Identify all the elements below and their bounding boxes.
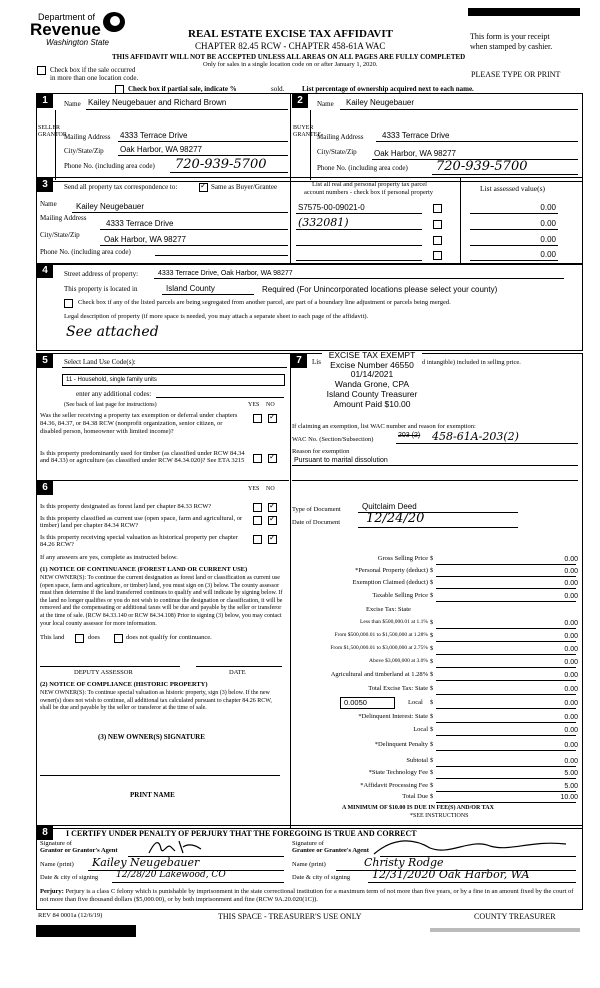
continuance-text: NEW OWNER(S): To continue the current designation as forest land or classification as current use (open space, farm and agriculture, or timber) land, you must sign on (3) below. The county assessor must then determine if the land transferred continues to qualify and will indicate by signing below. If the land no longer qualifies or you do not wish to continue the designation or classification, it will be removed and the compensating or additional taxes will be due and payable by the seller or transferor at the time of sale. (RCW 84.33.140 or RCW 84.34.108) Prior to signing (3) below, you may contact your local county assessor for more information. xyxy=(40,575,283,627)
parcel-2-personal-checkbox[interactable] xyxy=(433,220,442,229)
list-pct-note: List percentage of ownership acquired next to each name. xyxy=(302,85,474,93)
grantor-name-label: Name (print) xyxy=(40,861,74,868)
tax-row-exemption: Exemption Claimed (deduct) $ 0.00 xyxy=(352,579,578,587)
county-required-note: Required (For Unincorporated locations please select your county) xyxy=(262,285,498,294)
seller-name[interactable]: Kailey Neugebauer and Richard Brown xyxy=(88,98,227,107)
state-label: Washington State xyxy=(46,38,110,47)
seller-mail[interactable]: 4333 Terrace Drive xyxy=(120,131,188,140)
print-name-label: PRINT NAME xyxy=(130,791,175,799)
tax-row-taxable: Taxable Selling Price $ 0.00 xyxy=(372,592,578,600)
land-use-label: Select Land Use Code(s): xyxy=(64,358,136,366)
corr-city-label: City/State/Zip xyxy=(40,231,80,239)
buyer-phone-label: Phone No. (including area code) xyxy=(317,164,408,172)
sec5-q2: Is this property predominantly used for timber (as classified under RCW 84.34 and 84.33) or agriculture (as classified under RCW 84.34.020)? See ETA 3215 xyxy=(40,450,245,464)
seller-name-label: Name xyxy=(64,100,81,108)
multi-location-label-2: in more than one location code. xyxy=(50,74,139,82)
header-black-bar xyxy=(468,8,580,16)
sec5-no-head: NO xyxy=(266,402,275,408)
form-title: REAL ESTATE EXCISE TAX AFFIDAVIT xyxy=(188,28,393,40)
grantee-date-label: Date & city of signing xyxy=(292,874,351,881)
treasurer-exempt-stamp xyxy=(322,351,422,411)
assessed-3[interactable]: 0.00 xyxy=(540,235,556,244)
excise-state-label: Excise Tax: State xyxy=(366,606,411,613)
compliance-text: NEW OWNER(S): To continue special valuation as historic property, sign (3) below. If the new owner(s) does not wish to continue, all additional tax calculated pursuant to chapter 84.26 RCW, shall be due and payable by the seller or transferor at the time of sale. xyxy=(40,690,272,712)
sec6-q3-no[interactable] xyxy=(268,535,277,544)
stamp-line-5: Island County Treasurer xyxy=(326,388,418,399)
property-street[interactable]: 4333 Terrace Drive, Oak Harbor, WA 98277 xyxy=(158,270,293,277)
exemption-label: If claiming an exemption, list WAC number and reason for exemption: xyxy=(292,423,476,430)
section-5-number: 5 xyxy=(37,354,53,368)
grantee-name-label: Name (print) xyxy=(292,861,326,868)
buyer-mail-label: Mailing Address xyxy=(317,133,364,141)
multi-location-label-1: Check box if the sale occurred xyxy=(50,66,136,74)
exemption-reason[interactable]: Pursuant to marital dissolution xyxy=(294,457,388,464)
sec6-q2-no[interactable] xyxy=(268,516,277,525)
please-type: PLEASE TYPE OR PRINT xyxy=(471,70,561,79)
seller-phone[interactable]: 720-939-5700 xyxy=(175,157,267,172)
delinq-local-row: Local $ 0.00 xyxy=(413,726,578,734)
land-use-select[interactable]: 11 - Household, single family units xyxy=(62,374,285,386)
partial-sale-label: Check box if partial sale, indicate % xyxy=(128,85,237,93)
total-due-row: Total Due $ 10.00 xyxy=(402,793,578,801)
wac-struck: 203 (2) xyxy=(398,432,421,439)
seller-side-label: SELLER GRANTOR xyxy=(38,125,67,138)
stamp-line-6: Amount Paid $10.00 xyxy=(333,398,411,409)
section-6-number: 6 xyxy=(37,481,53,495)
section-2-number: 2 xyxy=(292,94,308,108)
receipt-note-1: This form is your receipt xyxy=(470,32,550,41)
personal-property-prefix: Lis xyxy=(312,358,321,366)
form-revision: REV 84 0001a (12/6/19) xyxy=(38,912,103,919)
county-treasurer-label: COUNTY TREASURER xyxy=(474,912,556,921)
parcel-1-personal-checkbox[interactable] xyxy=(433,204,442,213)
bracket-row-4: Above $3,000,000 at 3.0% $ 0.00 xyxy=(369,658,578,666)
subtotal-row: Subtotal $ 0.00 xyxy=(406,757,578,765)
send-correspondence-label: Send all property tax correspondence to: xyxy=(64,183,178,191)
corr-name[interactable]: Kailey Neugebauer xyxy=(76,202,145,211)
buyer-phone[interactable]: 720-939-5700 xyxy=(436,159,528,174)
doc-date[interactable]: 12/24/20 xyxy=(366,511,425,526)
compliance-title: (2) NOTICE OF COMPLIANCE (HISTORIC PROPERTY) xyxy=(40,681,208,688)
assessed-head: List assessed value(s) xyxy=(480,184,545,193)
total-excise-state: Total Excise Tax: State $ 0.00 xyxy=(368,685,578,693)
same-as-buyer-label: Same as Buyer/Grantee xyxy=(211,183,278,191)
seller-city[interactable]: Oak Harbor, WA 98277 xyxy=(120,145,202,154)
form-chapter: CHAPTER 82.45 RCW - CHAPTER 458-61A WAC xyxy=(195,41,386,51)
new-owner-sig-label: (3) NEW OWNER(S) SIGNATURE xyxy=(98,733,205,741)
processing-fee-row: *Affidavit Processing Fee $ 5.00 xyxy=(360,782,578,790)
sec6-q1-yes[interactable] xyxy=(253,503,262,512)
doc-type[interactable]: Quitclaim Deed xyxy=(362,502,417,511)
land-does-label: does xyxy=(88,634,100,641)
grantee-sig-label-1: Signature of xyxy=(292,840,324,847)
sec6-q2-yes[interactable] xyxy=(253,516,262,525)
corr-phone-label: Phone No. (including area code) xyxy=(40,248,131,256)
assessed-1[interactable]: 0.00 xyxy=(540,203,556,212)
buyer-side-label: BUYER GRANTEE xyxy=(293,125,321,138)
bracket-row-3: From $1,500,000.01 to $3,000,000 at 2.75% $ 0.00 xyxy=(330,645,578,653)
seller-city-label: City/State/Zip xyxy=(64,147,104,155)
this-land-label: This land xyxy=(40,634,65,641)
sec5-q1: Was the seller receiving a property tax exemption or deferral under chapters 84.36, 84.37, or 84.38 RCW (nonprofit organization, senior citizen, or disabled person, homeowner with limited income)? xyxy=(40,412,238,435)
additional-codes-label: enter any additional codes: xyxy=(76,390,152,398)
segregation-checkbox[interactable] xyxy=(64,299,73,308)
land-does-not-checkbox[interactable] xyxy=(114,634,123,643)
doc-date-label: Date of Document xyxy=(292,519,341,526)
legal-desc-label: Legal description of property (if more space is needed, you may attach a separate sheet to each page of the affidavit). xyxy=(64,313,369,320)
sec6-q1: Is this property designated as forest land per chapter 84.33 RCW? xyxy=(40,503,212,510)
legal-description[interactable]: See attached xyxy=(66,324,159,340)
sec6-q1-no[interactable] xyxy=(268,503,277,512)
receipt-note-2: when stamped by cashier. xyxy=(470,42,553,51)
continuance-title: (1) NOTICE OF CONTINUANCE (FOREST LAND OR CURRENT USE) xyxy=(40,566,248,573)
stamp-line-3: 01/14/2021 xyxy=(350,369,394,380)
segregation-label: Check box if any of the listed parcels are being segregated from another parcel, are part of a boundary line adjustment or parcels being merged. xyxy=(78,299,451,306)
section-4-number: 4 xyxy=(37,264,53,278)
tax-row-gross: Gross Selling Price $ 0.00 xyxy=(377,555,578,563)
sec5-q2-no[interactable] xyxy=(268,454,277,463)
section-8-number: 8 xyxy=(37,826,53,840)
county-label: This property is located in xyxy=(64,285,138,293)
certify-text: I CERTIFY UNDER PENALTY OF PERJURY THAT THE FOREGOING IS TRUE AND CORRECT xyxy=(66,829,417,838)
sec6-q3-yes[interactable] xyxy=(253,535,262,544)
grantor-date-label: Date & city of signing xyxy=(40,874,99,881)
stamp-line-4: Wanda Grone, CPA xyxy=(334,379,410,390)
multi-location-checkbox[interactable] xyxy=(37,66,46,75)
grantor-sig-label-2: Grantor or Grantor's Agent xyxy=(40,847,118,854)
grantor-print-name[interactable]: Kailey Neugebauer xyxy=(92,856,200,869)
print-form-button[interactable] xyxy=(36,925,136,937)
perjury-text: Perjury is a class C felony which is punishable by imprisonment in the state correctional institution for a maximum term of not more than five years, or by a fine in an amount fixed by the court of not more than five thousand dollars ($5,000.00), or by both imprisonment and fine (RCW 9A.20.020(1C)). xyxy=(40,888,574,903)
partial-sale-sold: sold. xyxy=(271,85,285,93)
buyer-city-label: City/State/Zip xyxy=(317,148,357,156)
stamp-line-2: Excise Number 46550 xyxy=(330,359,414,370)
buyer-mail[interactable]: 4333 Terrace Drive xyxy=(382,131,450,140)
county-select[interactable]: Island County xyxy=(166,284,215,293)
section-7-number: 7 xyxy=(291,354,307,368)
parcel-head-2: account numbers - check box if personal property xyxy=(304,189,434,196)
street-label: Street address of property: xyxy=(64,270,139,278)
parcel-2[interactable]: (332081) xyxy=(298,216,349,229)
deputy-assessor-label: DEPUTY ASSESSOR xyxy=(74,669,133,676)
corr-city[interactable]: Oak Harbor, WA 98277 xyxy=(104,235,186,244)
personal-property-suffix: d intangible) included in selling price. xyxy=(422,359,521,366)
minimum-due-note: A MINIMUM OF $10.00 IS DUE IN FEE(S) AND/OR TAX xyxy=(342,805,494,811)
dept-line: Department of xyxy=(38,12,96,22)
land-does-checkbox[interactable] xyxy=(75,634,84,643)
local-label: Local xyxy=(408,699,423,706)
sec6-q3: Is this property receiving special valuation as historical property per chapter 84.26 RCW? xyxy=(40,534,238,548)
buyer-name-label: Name xyxy=(317,100,334,108)
wac-label: WAC No. (Section/Subsection) xyxy=(292,436,374,443)
grantor-sig-label-1: Signature of xyxy=(40,840,72,847)
seller-mail-label: Mailing Address xyxy=(64,133,111,141)
sec6-if-yes: If any answers are yes, complete as instructed below. xyxy=(40,554,178,561)
corr-mail[interactable]: 4333 Terrace Drive xyxy=(106,219,174,228)
doc-type-label: Type of Document xyxy=(292,506,341,513)
dor-logo-text: Revenue xyxy=(30,20,101,39)
parcel-4-personal-checkbox[interactable] xyxy=(433,251,442,260)
grantee-date-city[interactable]: 12/31/2020 Oak Harbor, WA xyxy=(372,868,530,881)
form-warning: THIS AFFIDAVIT WILL NOT BE ACCEPTED UNLESS ALL AREAS ON ALL PAGES ARE FULLY COMPLETED xyxy=(112,53,466,61)
treasurer-use-label: THIS SPACE - TREASURER'S USE ONLY xyxy=(218,912,362,921)
buyer-name[interactable]: Kailey Neugebauer xyxy=(346,98,415,107)
parcel-1[interactable]: S7575-00-09021-0 xyxy=(298,203,365,212)
sec5-q1-yes[interactable] xyxy=(253,414,262,423)
sec5-yes-head: YES xyxy=(248,402,260,408)
sec6-no-head: NO xyxy=(266,486,275,492)
grantor-signature[interactable] xyxy=(145,837,215,857)
bracket-row-2: From $500,000.01 to $1,500,000 at 1.28% $ 0.00 xyxy=(334,632,578,640)
same-as-buyer-checkbox[interactable] xyxy=(199,183,208,192)
grantee-sig-label-2: Grantee or Grantee's Agent xyxy=(292,847,369,854)
section-1-number: 1 xyxy=(37,94,53,108)
delinq-state-row: *Delinquent Interest: State $ 0.00 xyxy=(358,713,578,721)
seller-phone-label: Phone No. (including area code) xyxy=(64,162,155,170)
see-back-note: (See back of last page for instructions) xyxy=(64,402,157,408)
corr-name-label: Name xyxy=(40,200,57,208)
footer-faded-bar xyxy=(430,928,580,932)
exemption-reason-label: Reason for exemption xyxy=(292,448,350,455)
bracket-row-1: Less than $500,000.01 at 1.1% $ 0.00 xyxy=(360,619,578,627)
wac-number[interactable]: 458-61A-203(2) xyxy=(432,430,519,443)
sec6-q2: Is this property classified as current use (open space, farm and agricultural, or timber) land per chapter 84.34 RCW? xyxy=(40,515,243,529)
local-tax[interactable]: 0.00 xyxy=(564,700,578,707)
section-3-number: 3 xyxy=(37,178,53,192)
form-subnote: Only for sales in a single location code on or after January 1, 2020. xyxy=(203,61,378,68)
sec5-q2-yes[interactable] xyxy=(253,454,262,463)
delinq-penalty-row: *Delinquent Penalty $ 0.00 xyxy=(374,741,578,749)
land-does-not-label: does not qualify for continuance. xyxy=(126,634,212,641)
perjury-label: Perjury: xyxy=(40,888,64,895)
assessor-date-label: DATE xyxy=(229,669,246,676)
bracket-row-ag: Agricultural and timberland at 1.28% $ 0.00 xyxy=(330,671,578,679)
corr-mail-label: Mailing Address xyxy=(40,214,87,222)
stamp-line-1: EXCISE TAX EXEMPT xyxy=(328,350,416,360)
sec6-yes-head: YES xyxy=(248,486,260,492)
tax-row-personal: *Personal Property (deduct) $ 0.00 xyxy=(355,567,578,575)
sec5-q1-no[interactable] xyxy=(268,414,277,423)
grantor-date-city[interactable]: 12/28/20 Lakewood, CO xyxy=(116,870,226,880)
parcel-head-1: List all real and personal property tax parcel xyxy=(312,181,427,188)
perjury-note xyxy=(40,888,576,904)
assessed-2[interactable]: 0.00 xyxy=(540,219,556,228)
parcel-3-personal-checkbox[interactable] xyxy=(433,236,442,245)
tech-fee-row: *State Technology Fee $ 5.00 xyxy=(368,769,578,777)
see-instructions: *SEE INSTRUCTIONS xyxy=(410,813,469,819)
local-rate-select[interactable]: 0.0050 xyxy=(340,697,395,709)
assessed-4[interactable]: 0.00 xyxy=(540,250,556,259)
grantee-print-name[interactable]: Christy Rodge xyxy=(364,856,444,869)
buyer-city[interactable]: Oak Harbor, WA 98277 xyxy=(374,149,456,158)
